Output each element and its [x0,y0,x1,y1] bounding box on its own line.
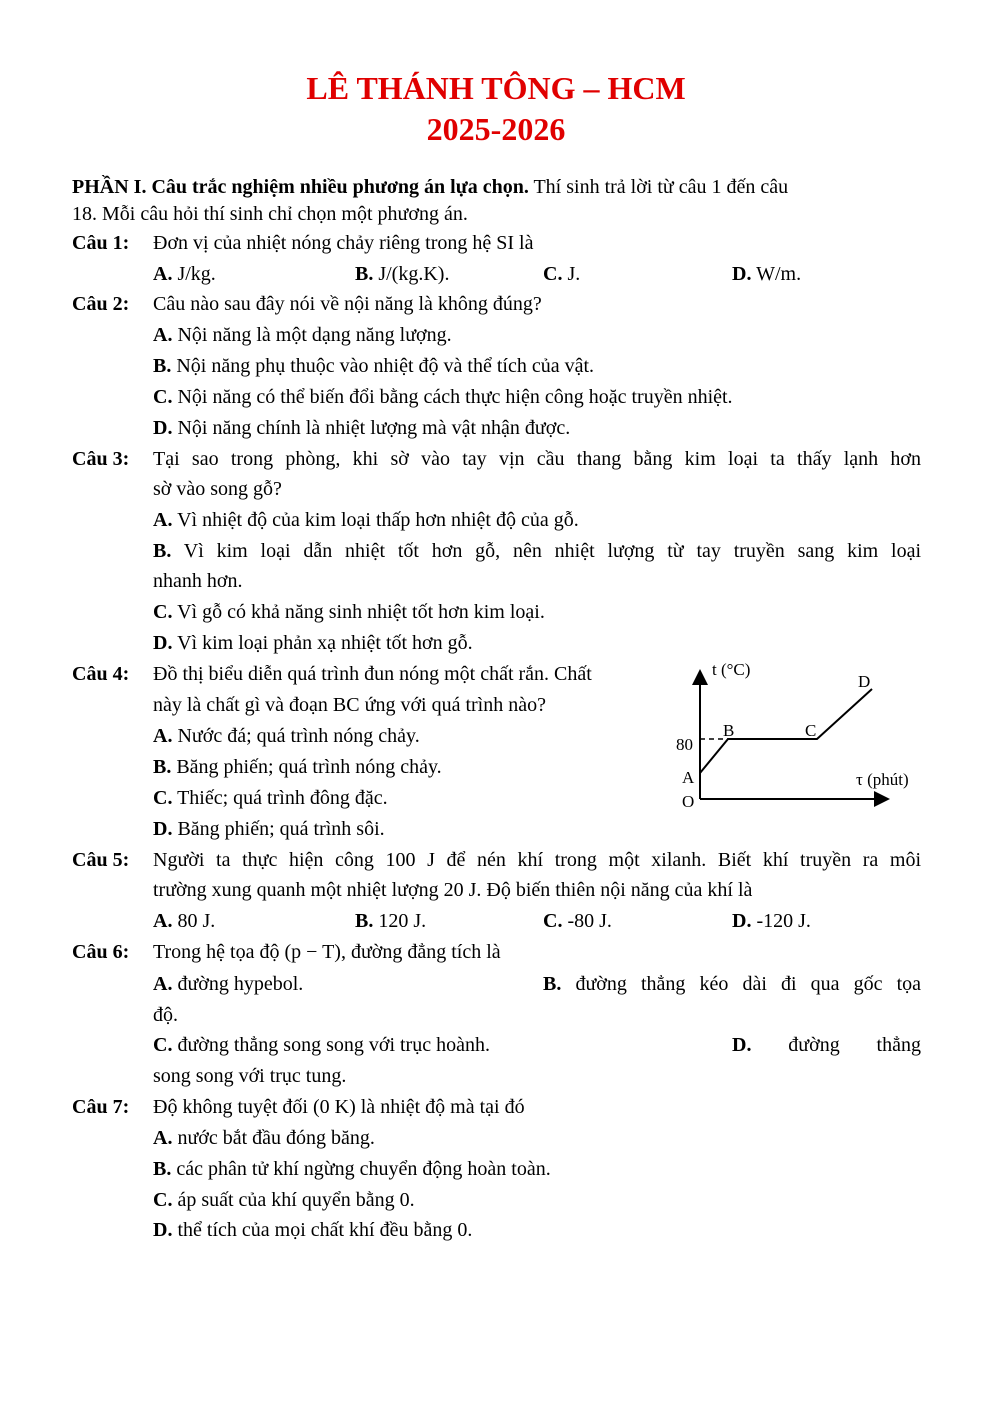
q4-option-a[interactable]: A. Nước đá; quá trình nóng chảy. [153,725,420,747]
q3-option-d[interactable]: D. Vì kim loại phản xạ nhiệt tốt hơn gỗ. [153,632,473,654]
q1-option-b[interactable]: B. J/(kg.K). [355,263,450,285]
q3-option-a[interactable]: A. Vì nhiệt độ của kim loại thấp hơn nhiệt độ của gỗ. [153,509,579,531]
question-2-label: Câu 2: [72,293,130,315]
part-title: PHẦN I. Câu trắc nghiệm nhiều phương án lựa chọn. [72,176,529,198]
origin-label: O [682,792,695,811]
question-6-label: Câu 6: [72,941,130,963]
q6-option-b-cont: độ. [153,1004,178,1026]
q2-option-a[interactable]: A. Nội năng là một dạng năng lượng. [153,324,452,346]
q2-option-b[interactable]: B. Nội năng phụ thuộc vào nhiệt độ và thể tích của vật. [153,355,595,377]
question-3-text-line-1: Tại sao trong phòng, khi sờ vào tay vịn cầu thang bằng kim loại ta thấy lạnh hơn [153,448,921,470]
question-7-text: Độ không tuyệt đối (0 K) là nhiệt độ mà tại đó [153,1096,525,1118]
tick-label-80: 80 [676,735,693,754]
question-5-text-line-1: Người ta thực hiện công 100 J để nén khí trong một xilanh. Biết khí truyền ra môi [153,849,921,871]
q2-option-c[interactable]: C. Nội năng có thể biến đổi bằng cách thực hiện công hoặc truyền nhiệt. [153,386,733,408]
q4-option-d[interactable]: D. Băng phiến; quá trình sôi. [153,818,385,840]
question-2-text: Câu nào sau đây nói về nội năng là không đúng? [153,293,542,315]
question-4-label: Câu 4: [72,663,130,685]
question-5-label: Câu 5: [72,849,130,871]
point-d-label: D [858,672,871,691]
school-year: 2025-2026 [426,111,566,147]
x-axis-label: τ (phút) [856,770,909,789]
question-7-label: Câu 7: [72,1096,130,1118]
q2-option-d[interactable]: D. Nội năng chính là nhiệt lượng mà vật nhận được. [153,417,571,439]
q3-option-b-cont: nhanh hơn. [153,570,243,592]
question-3-text-line-2: sờ vào song gỗ? [153,478,282,500]
point-a-label: A [682,768,695,787]
q4-option-b[interactable]: B. Băng phiến; quá trình nóng chảy. [153,756,442,778]
point-b-label: B [723,721,735,740]
question-5-text-line-2: trường xung quanh một nhiệt lượng 20 J. Độ biến thiên nội năng của khí là [153,879,753,901]
q5-option-a[interactable]: A. 80 J. [153,910,216,932]
question-6-text: Trong hệ tọa độ (p − T), đường đẳng tích là [153,941,501,963]
q5-option-c[interactable]: C. -80 J. [543,910,612,932]
q5-option-d[interactable]: D. -120 J. [732,910,811,932]
q6-option-b[interactable]: B. đường thẳng kéo dài đi qua gốc tọa [543,973,921,995]
part-intro-text: Thí sinh trả lời từ câu 1 đến câu [528,176,789,198]
q3-option-c[interactable]: C. Vì gỗ có khả năng sinh nhiệt tốt hơn kim loại. [153,601,545,623]
part-intro-line-1 [72,176,921,199]
q7-option-c[interactable]: C. áp suất của khí quyển bằng 0. [153,1189,415,1211]
q6-option-a[interactable]: A. đường hypebol. [153,973,304,995]
question-4-text-line-2: này là chất gì và đoạn BC ứng với quá trình nào? [153,694,546,716]
q6-option-c[interactable]: C. đường thẳng song song với trục hoành. [153,1034,490,1056]
question-3-label: Câu 3: [72,448,130,470]
question-4-text-line-1: Đồ thị biểu diễn quá trình đun nóng một chất rắn. Chất [153,663,592,685]
school-title: LÊ THÁNH TÔNG – HCM [306,70,686,106]
q5-option-b[interactable]: B. 120 J. [355,910,427,932]
point-c-label: C [805,721,817,740]
q1-option-d[interactable]: D. W/m. [732,263,802,285]
question-1-text: Đơn vị của nhiệt nóng chảy riêng trong hệ SI là [153,232,534,254]
part-intro-line-2: 18. Mỗi câu hỏi thí sinh chỉ chọn một phương án. [72,203,468,225]
y-axis-label: t (°C) [712,660,751,679]
heating-graph [670,655,930,815]
q6-option-d[interactable]: D. đường thẳng [732,1034,921,1056]
q4-option-c[interactable]: C. Thiếc; quá trình đông đặc. [153,787,388,809]
q1-option-a[interactable]: A. J/kg. [153,263,216,285]
q3-option-b[interactable]: B. Vì kim loại dẫn nhiệt tốt hơn gỗ, nên nhiệt lượng từ tay truyền sang kim loại [153,540,921,562]
q1-option-c[interactable]: C. J. [543,263,581,285]
q6-option-d-cont: song song với trục tung. [153,1065,347,1087]
q7-option-a[interactable]: A. nước bắt đầu đóng băng. [153,1127,375,1149]
question-1-label: Câu 1: [72,232,130,254]
q7-option-b[interactable]: B. các phân tử khí ngừng chuyển động hoàn toàn. [153,1158,551,1180]
q7-option-d[interactable]: D. thể tích của mọi chất khí đều bằng 0. [153,1219,473,1241]
